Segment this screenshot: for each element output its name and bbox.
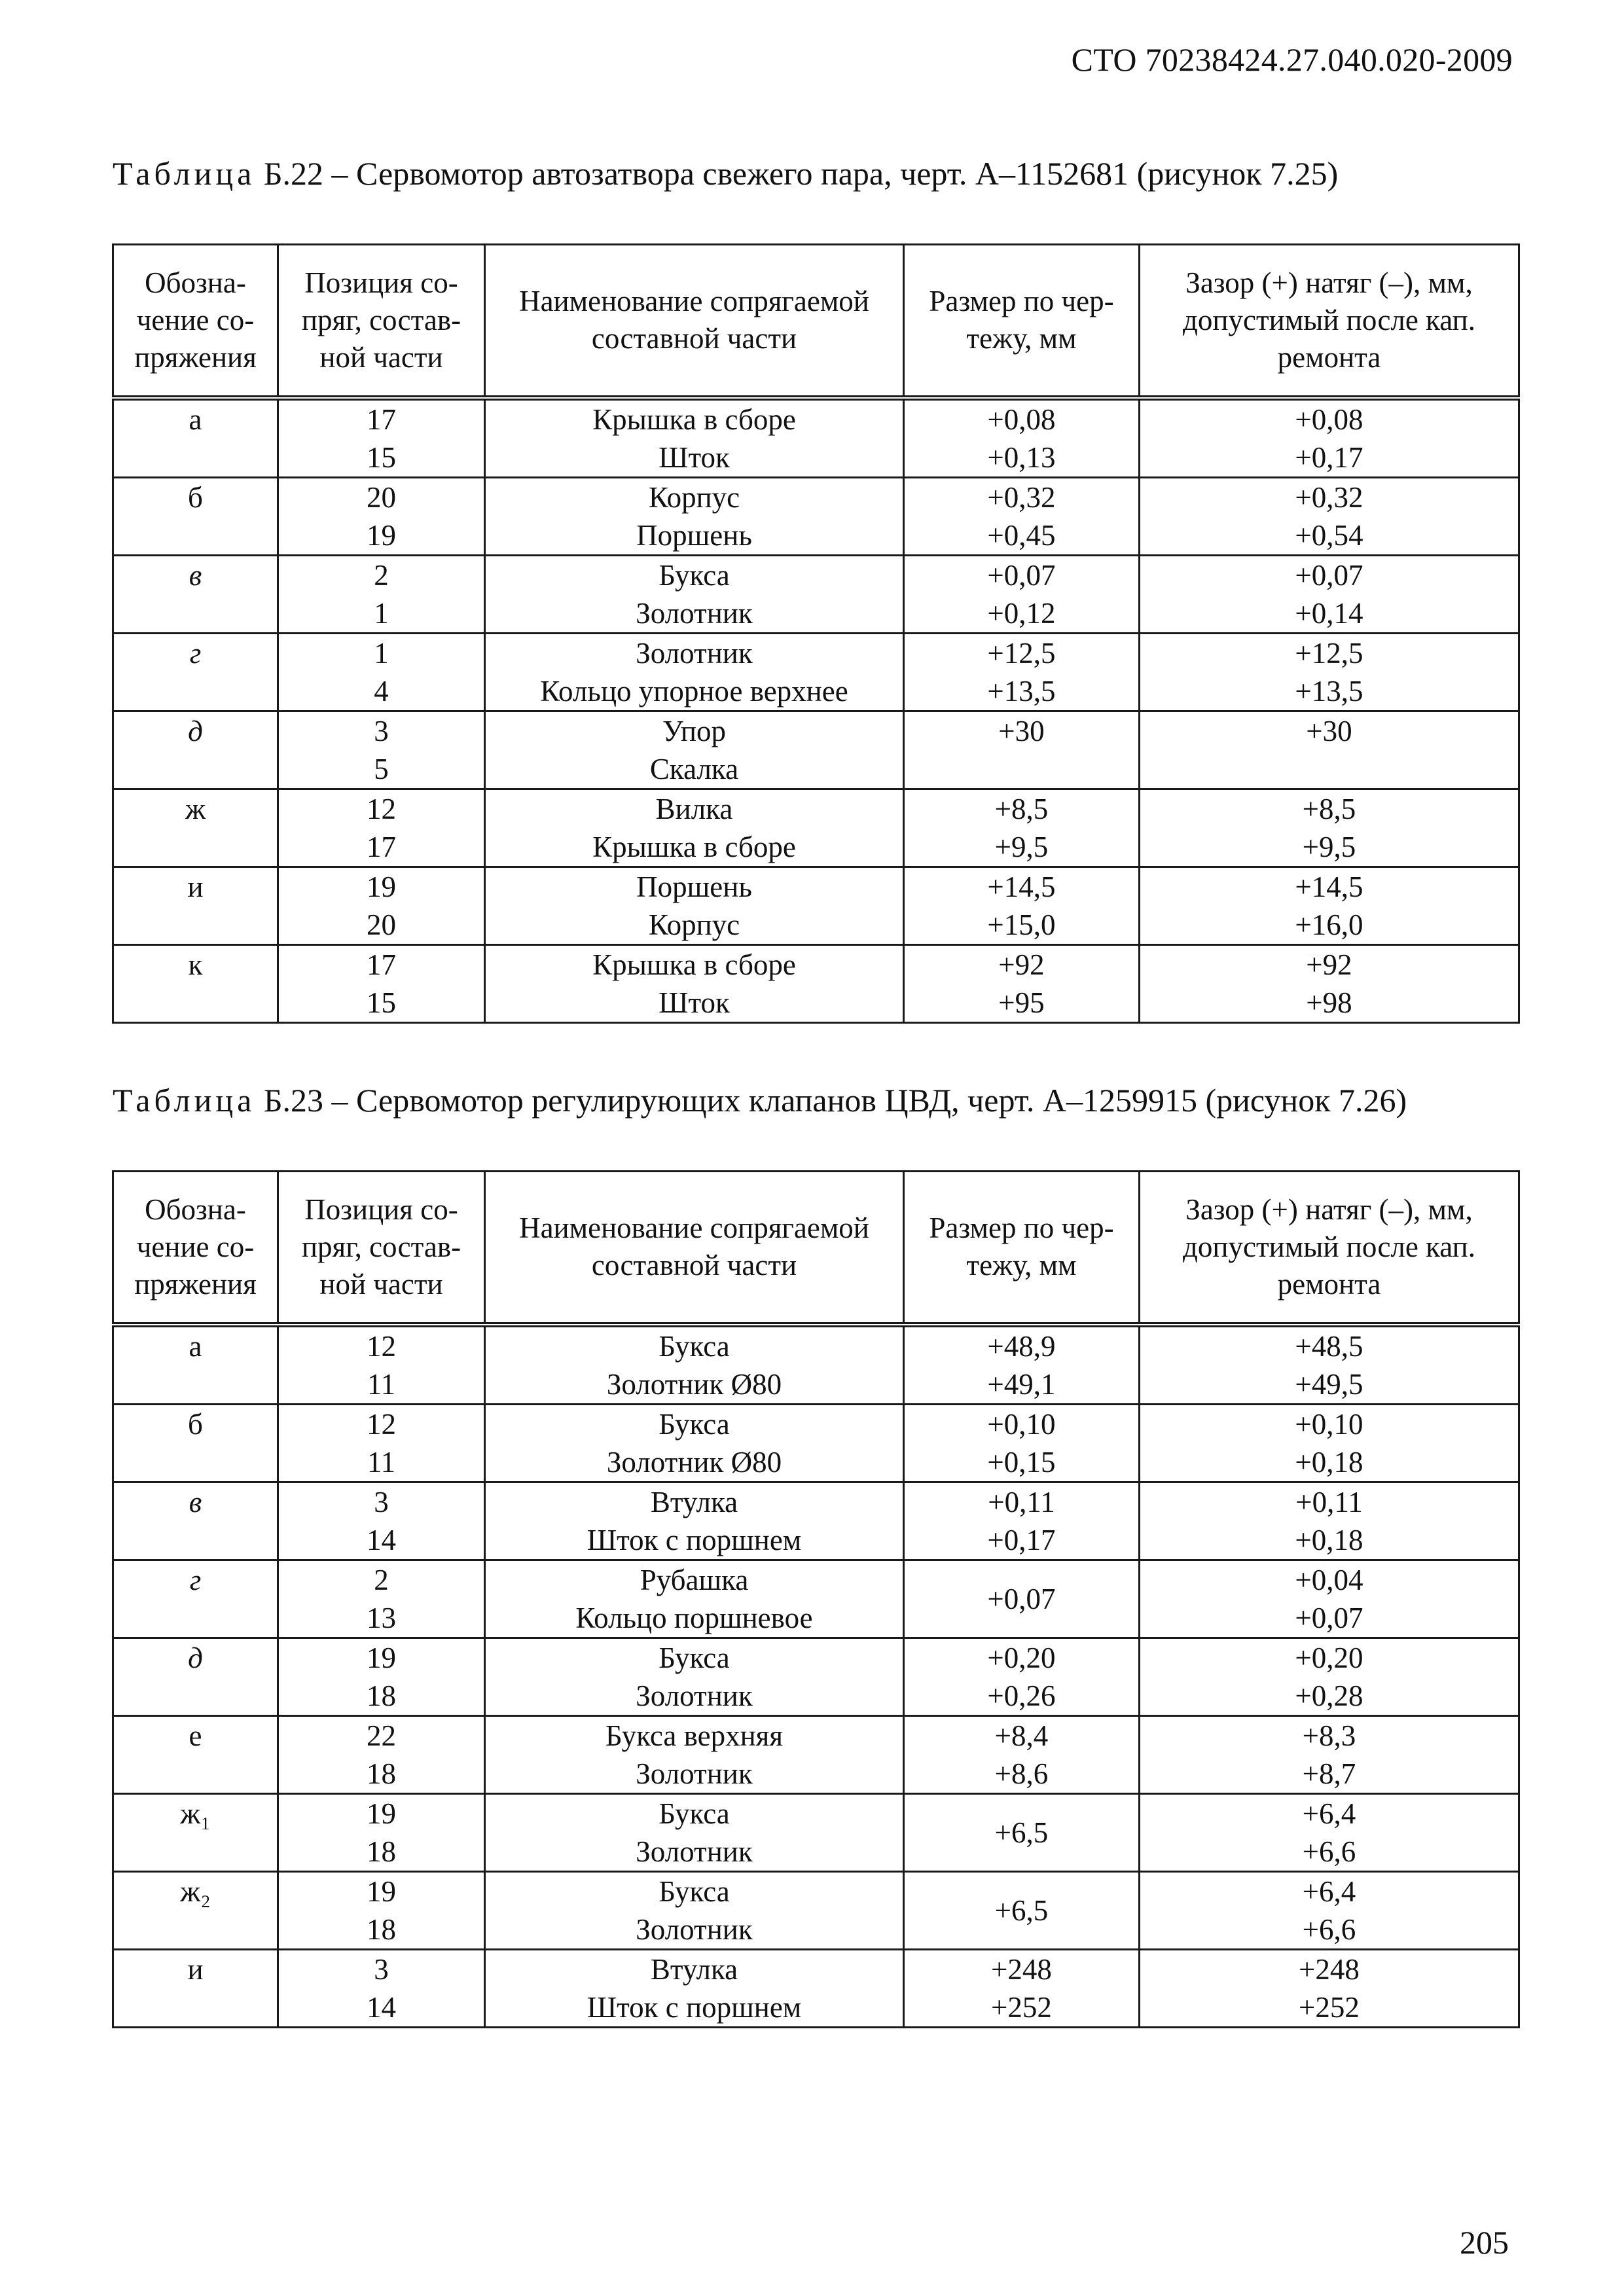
table-row (113, 1793, 1519, 1871)
clearance-cell (1140, 711, 1519, 789)
header-clearance: Зазор (+) натяг (–), мм, допустимый после кап. ремонта (1140, 1172, 1519, 1325)
drawing-size-cell (904, 1871, 1140, 1949)
table-b22 (112, 243, 1520, 1024)
clearance-value: +0,17 (1295, 440, 1363, 474)
drawing-size-cell (904, 1715, 1140, 1793)
clearance-value: +0,10 (1295, 1407, 1363, 1441)
position-value: 17 (367, 403, 396, 436)
drawing-size-cell (904, 1482, 1140, 1560)
part-name-value: Букса (659, 558, 730, 592)
designation-value: в (189, 1485, 202, 1518)
part-name-cell (485, 789, 904, 867)
clearance-value: +0,04 (1295, 1563, 1363, 1596)
designation-cell (113, 1793, 278, 1871)
position-value: 19 (367, 1641, 396, 1674)
position-value: 4 (374, 674, 389, 708)
clearance-value: +48,5 (1295, 1329, 1363, 1363)
part-name-value: Букса (659, 1407, 730, 1441)
part-name-value: Золотник Ø80 (606, 1367, 782, 1401)
clearance-value: +0,08 (1295, 403, 1363, 436)
part-name-value: Букса (659, 1329, 730, 1363)
position-cell (278, 1404, 485, 1482)
clearance-cell (1140, 555, 1519, 633)
clearance-cell (1140, 1482, 1519, 1560)
drawing-size-cell (904, 867, 1140, 944)
clearance-value: +8,7 (1302, 1757, 1356, 1790)
part-name-value: Втулка (650, 1485, 738, 1518)
table-row (113, 1871, 1519, 1949)
clearance-value: +12,5 (1295, 636, 1363, 670)
part-name-cell (485, 1793, 904, 1871)
clearance-value: +49,5 (1295, 1367, 1363, 1401)
position-value: 12 (367, 1407, 396, 1441)
table-row (113, 1560, 1519, 1638)
table-row (113, 1482, 1519, 1560)
part-name-cell (485, 1404, 904, 1482)
clearance-value: +0,07 (1295, 558, 1363, 592)
table-row (113, 789, 1519, 867)
designation-cell (113, 1638, 278, 1715)
position-value: 12 (367, 1329, 396, 1363)
position-value: 14 (367, 1990, 396, 2024)
part-name-value: Букса верхняя (605, 1719, 784, 1752)
table-b23-caption (113, 1083, 1517, 1119)
designation-cell (113, 867, 278, 944)
position-cell (278, 1871, 485, 1949)
clearance-cell (1140, 1404, 1519, 1482)
position-value: 12 (367, 792, 396, 825)
designation-cell (113, 555, 278, 633)
drawing-size-value: +252 (991, 1990, 1052, 2024)
drawing-size-value: +0,07 (987, 1582, 1056, 1615)
clearance-cell (1140, 944, 1519, 1022)
designation-value: и (187, 870, 204, 903)
part-name-value: Корпус (648, 908, 740, 941)
part-name-value: Букса (659, 1641, 730, 1674)
clearance-value: +98 (1306, 986, 1352, 1019)
position-cell (278, 711, 485, 789)
position-value: 11 (367, 1367, 396, 1401)
part-name-value: Золотник Ø80 (606, 1445, 782, 1479)
clearance-cell (1140, 633, 1519, 711)
position-cell (278, 477, 485, 555)
designation-cell (113, 789, 278, 867)
header-position: Позиция со-пряг, состав-ной части (278, 245, 485, 398)
part-name-value: Шток (659, 440, 730, 474)
clearance-cell (1140, 1560, 1519, 1638)
position-value: 19 (367, 518, 396, 552)
drawing-size-value: +92 (998, 948, 1045, 981)
designation-value: д (188, 1641, 203, 1674)
drawing-size-value: +0,17 (987, 1523, 1056, 1556)
clearance-value: +248 (1299, 1952, 1360, 1986)
position-value: 20 (367, 908, 396, 941)
clearance-cell (1140, 1638, 1519, 1715)
position-value: 2 (374, 558, 389, 592)
position-value: 14 (367, 1523, 396, 1556)
table-row (113, 711, 1519, 789)
position-cell (278, 789, 485, 867)
clearance-value: +0,11 (1295, 1485, 1363, 1518)
drawing-size-value: +0,08 (987, 403, 1056, 436)
designation-value: ж₂ (180, 1874, 211, 1908)
part-name-value: Корпус (648, 480, 740, 514)
clearance-cell (1140, 1949, 1519, 2027)
drawing-size-cell (904, 1404, 1140, 1482)
part-name-value: Кольцо упорное верхнее (540, 674, 848, 708)
designation-value: е (189, 1719, 202, 1752)
table-b22-caption (113, 156, 1517, 192)
part-name-value: Золотник (636, 1757, 753, 1790)
position-cell (278, 1325, 485, 1405)
table-row (113, 477, 1519, 555)
clearance-value: +0,07 (1295, 1601, 1363, 1634)
designation-cell (113, 1404, 278, 1482)
position-value: 3 (374, 1485, 389, 1518)
table-row (113, 555, 1519, 633)
part-name-value: Втулка (650, 1952, 738, 1986)
position-value: 19 (367, 1797, 396, 1830)
part-name-value: Золотник (636, 1679, 753, 1712)
designation-cell (113, 1560, 278, 1638)
designation-value: г (189, 1563, 202, 1596)
part-name-value: Крышка в сборе (592, 830, 796, 863)
clearance-value: +252 (1299, 1990, 1360, 2024)
part-name-cell (485, 633, 904, 711)
drawing-size-cell (904, 477, 1140, 555)
drawing-size-value: +15,0 (987, 908, 1056, 941)
drawing-size-value: +12,5 (987, 636, 1056, 670)
position-cell (278, 1482, 485, 1560)
clearance-cell (1140, 867, 1519, 944)
clearance-value: +0,18 (1295, 1445, 1363, 1479)
designation-value: б (188, 480, 203, 514)
position-value: 17 (367, 830, 396, 863)
caption-prefix: Таблица (113, 1082, 256, 1119)
part-name-cell (485, 1638, 904, 1715)
clearance-value: +13,5 (1295, 674, 1363, 708)
part-name-value: Шток с поршнем (586, 1990, 802, 2024)
designation-value: в (189, 558, 202, 592)
designation-value: а (189, 1329, 202, 1363)
clearance-value: +6,6 (1302, 1835, 1356, 1868)
position-value: 3 (374, 714, 389, 747)
part-name-value: Упор (662, 714, 726, 747)
table-row (113, 944, 1519, 1022)
clearance-value: +0,32 (1295, 480, 1363, 514)
drawing-size-cell (904, 633, 1140, 711)
header-size: Размер по чер-тежу, мм (904, 245, 1140, 398)
part-name-value: Вилка (655, 792, 733, 825)
clearance-cell (1140, 789, 1519, 867)
clearance-cell (1140, 398, 1519, 478)
designation-cell (113, 477, 278, 555)
clearance-value: +16,0 (1295, 908, 1363, 941)
drawing-size-cell (904, 555, 1140, 633)
caption-text: Б.22 – Сервомотор автозатвора свежего пара, черт. А–1152681 (рисунок 7.25) (255, 155, 1339, 192)
drawing-size-value: +0,20 (987, 1641, 1056, 1674)
position-value: 11 (367, 1445, 396, 1479)
table-header-row (113, 1172, 1519, 1325)
position-value: 2 (374, 1563, 389, 1596)
table-row (113, 1638, 1519, 1715)
drawing-size-value: +8,4 (994, 1719, 1049, 1752)
drawing-size-cell (904, 711, 1140, 789)
position-value: 18 (367, 1679, 396, 1712)
drawing-size-cell (904, 789, 1140, 867)
clearance-value: +0,14 (1295, 596, 1363, 630)
position-value: 18 (367, 1835, 396, 1868)
clearance-cell (1140, 1325, 1519, 1405)
designation-cell (113, 1949, 278, 2027)
drawing-size-cell (904, 1949, 1140, 2027)
drawing-size-cell (904, 398, 1140, 478)
table-row (113, 1325, 1519, 1405)
part-name-cell (485, 398, 904, 478)
designation-value: д (188, 714, 203, 747)
position-value: 1 (374, 596, 389, 630)
drawing-size-value: +30 (998, 714, 1045, 747)
table-row (113, 1715, 1519, 1793)
part-name-value: Букса (659, 1797, 730, 1830)
part-name-cell (485, 1560, 904, 1638)
designation-value: а (189, 403, 202, 436)
part-name-cell (485, 1325, 904, 1405)
designation-cell (113, 1715, 278, 1793)
drawing-size-value: +95 (998, 986, 1045, 1019)
part-name-value: Шток (659, 986, 730, 1019)
page-number: 205 (1460, 2224, 1509, 2261)
table-b23 (112, 1170, 1520, 2028)
position-cell (278, 1949, 485, 2027)
table-row (113, 398, 1519, 478)
part-name-cell (485, 555, 904, 633)
position-cell (278, 944, 485, 1022)
position-value: 5 (374, 752, 389, 785)
drawing-size-value: +14,5 (987, 870, 1056, 903)
drawing-size-value: +9,5 (994, 830, 1049, 863)
position-cell (278, 1715, 485, 1793)
designation-value: и (187, 1952, 204, 1986)
part-name-cell (485, 1715, 904, 1793)
position-cell (278, 633, 485, 711)
position-value: 20 (367, 480, 396, 514)
part-name-value: Поршень (636, 870, 752, 903)
position-value: 19 (367, 1874, 396, 1908)
clearance-value: +0,18 (1295, 1523, 1363, 1556)
part-name-cell (485, 1949, 904, 2027)
drawing-size-value: +0,10 (987, 1407, 1056, 1441)
part-name-value: Поршень (636, 518, 752, 552)
designation-cell (113, 944, 278, 1022)
position-cell (278, 555, 485, 633)
header-name: Наименование сопрягаемой составной части (485, 1172, 904, 1325)
drawing-size-value: +0,11 (988, 1485, 1055, 1518)
table-header-row (113, 245, 1519, 398)
designation-value: к (188, 948, 203, 981)
drawing-size-value: +0,15 (987, 1445, 1056, 1479)
caption-text: Б.23 – Сервомотор регулирующих клапанов ЦВД, черт. А–1259915 (рисунок 7.26) (255, 1082, 1407, 1119)
drawing-size-value: +6,5 (994, 1893, 1049, 1927)
header-clearance: Зазор (+) натяг (–), мм, допустимый после кап. ремонта (1140, 245, 1519, 398)
designation-value: б (188, 1407, 203, 1441)
part-name-value: Золотник (636, 636, 753, 670)
drawing-size-value: +6,5 (994, 1816, 1049, 1849)
drawing-size-value: +8,6 (994, 1757, 1049, 1790)
clearance-value: +8,5 (1302, 792, 1356, 825)
part-name-value: Букса (659, 1874, 730, 1908)
designation-value: г (189, 636, 202, 670)
designation-value: ж (185, 792, 206, 825)
drawing-size-cell (904, 1560, 1140, 1638)
clearance-value: +6,4 (1302, 1797, 1356, 1830)
part-name-cell (485, 867, 904, 944)
designation-cell (113, 1871, 278, 1949)
clearance-value: +0,28 (1295, 1679, 1363, 1712)
clearance-value: +6,6 (1302, 1912, 1356, 1946)
drawing-size-cell (904, 1638, 1140, 1715)
clearance-value: +8,3 (1302, 1719, 1356, 1752)
position-cell (278, 867, 485, 944)
position-cell (278, 1560, 485, 1638)
drawing-size-value: +0,12 (987, 596, 1056, 630)
clearance-value: +9,5 (1302, 830, 1356, 863)
drawing-size-value: +0,45 (987, 518, 1056, 552)
clearance-value: +6,4 (1302, 1874, 1356, 1908)
designation-cell (113, 1482, 278, 1560)
designation-cell (113, 711, 278, 789)
part-name-cell (485, 944, 904, 1022)
header-position: Позиция со-пряг, состав-ной части (278, 1172, 485, 1325)
part-name-value: Золотник (636, 1835, 753, 1868)
designation-cell (113, 1325, 278, 1405)
clearance-cell (1140, 1715, 1519, 1793)
drawing-size-value: +13,5 (987, 674, 1056, 708)
position-cell (278, 398, 485, 478)
part-name-value: Рубашка (640, 1563, 749, 1596)
part-name-value: Крышка в сборе (592, 948, 796, 981)
drawing-size-cell (904, 944, 1140, 1022)
clearance-cell (1140, 1793, 1519, 1871)
clearance-cell (1140, 1871, 1519, 1949)
clearance-value: +0,20 (1295, 1641, 1363, 1674)
part-name-value: Крышка в сборе (592, 403, 796, 436)
part-name-value: Кольцо поршневое (575, 1601, 813, 1634)
clearance-value: +0,54 (1295, 518, 1363, 552)
part-name-cell (485, 477, 904, 555)
part-name-value: Золотник (636, 1912, 753, 1946)
document-code: СТО 70238424.27.040.020-2009 (1071, 41, 1513, 78)
position-cell (278, 1793, 485, 1871)
drawing-size-value: +48,9 (987, 1329, 1056, 1363)
table-row (113, 633, 1519, 711)
header-designation: Обозна-чение со-пряжения (113, 245, 278, 398)
clearance-value: +30 (1306, 714, 1352, 747)
drawing-size-cell (904, 1793, 1140, 1871)
drawing-size-value: +49,1 (987, 1367, 1056, 1401)
position-value: 18 (367, 1912, 396, 1946)
table-row (113, 1949, 1519, 2027)
position-value: 18 (367, 1757, 396, 1790)
part-name-cell (485, 711, 904, 789)
designation-cell (113, 398, 278, 478)
drawing-size-value: +0,32 (987, 480, 1056, 514)
part-name-value: Золотник (636, 596, 753, 630)
position-value: 17 (367, 948, 396, 981)
part-name-value: Шток с поршнем (586, 1523, 802, 1556)
position-value: 3 (374, 1952, 389, 1986)
part-name-value: Скалка (649, 752, 739, 785)
designation-value: ж₁ (180, 1797, 211, 1830)
drawing-size-value: +248 (991, 1952, 1052, 1986)
clearance-value: +92 (1306, 948, 1352, 981)
header-designation: Обозна-чение со-пряжения (113, 1172, 278, 1325)
clearance-cell (1140, 477, 1519, 555)
caption-prefix: Таблица (113, 155, 256, 192)
table-row (113, 867, 1519, 944)
drawing-size-cell (904, 1325, 1140, 1405)
position-value: 19 (367, 870, 396, 903)
drawing-size-value: +0,26 (987, 1679, 1056, 1712)
position-cell (278, 1638, 485, 1715)
position-value: 1 (374, 636, 389, 670)
part-name-cell (485, 1482, 904, 1560)
table-row (113, 1404, 1519, 1482)
clearance-value: +14,5 (1295, 870, 1363, 903)
header-name: Наименование сопрягаемой составной части (485, 245, 904, 398)
position-value: 15 (367, 440, 396, 474)
drawing-size-value: +0,13 (987, 440, 1056, 474)
drawing-size-value: +0,07 (987, 558, 1056, 592)
designation-cell (113, 633, 278, 711)
header-size: Размер по чер-тежу, мм (904, 1172, 1140, 1325)
position-value: 13 (367, 1601, 396, 1634)
position-value: 22 (367, 1719, 396, 1752)
drawing-size-value: +8,5 (994, 792, 1049, 825)
part-name-cell (485, 1871, 904, 1949)
position-value: 15 (367, 986, 396, 1019)
